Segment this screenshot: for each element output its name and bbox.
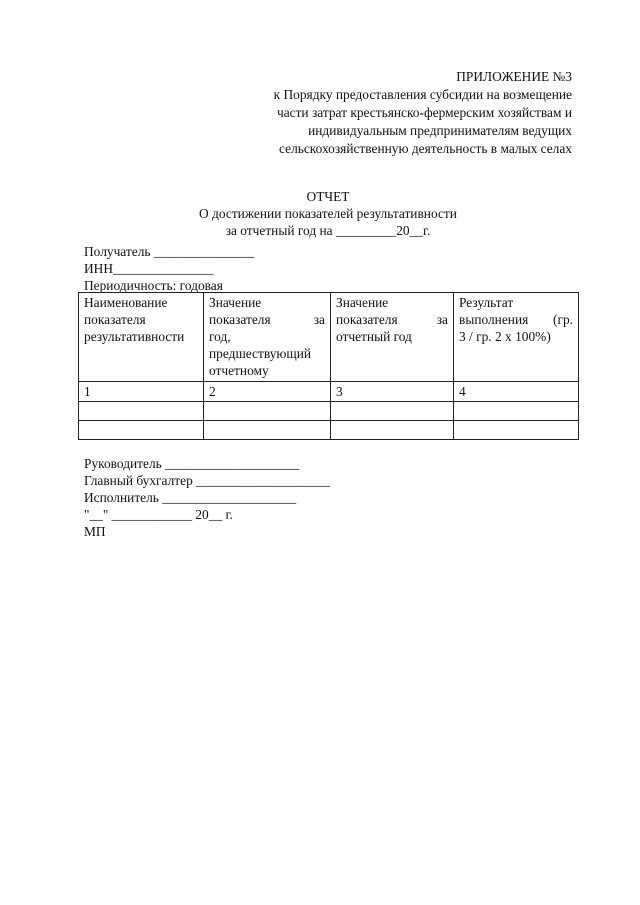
indicators-table bbox=[78, 292, 579, 440]
report-title-block bbox=[0, 188, 640, 239]
header-cell-result: Результат выполнения (гр. 3 / гр. 2 х 100%) bbox=[454, 293, 579, 382]
column-number: 2 bbox=[204, 382, 331, 402]
inn-field: ИНН_______________ bbox=[84, 261, 214, 276]
table-cell bbox=[454, 402, 579, 421]
date-line: "__" ____________ 20__ г. bbox=[84, 507, 233, 522]
header-cell-previous-year: Значение показателя за год, предшествующий отчетному bbox=[204, 293, 331, 382]
table-cell bbox=[454, 421, 579, 440]
header-word: показателя bbox=[336, 312, 398, 327]
table-cell bbox=[79, 421, 204, 440]
signature-block bbox=[84, 455, 330, 540]
table-cell bbox=[204, 402, 331, 421]
appendix-line: индивидуальным предпринимателям ведущих bbox=[308, 123, 572, 138]
column-number: 1 bbox=[79, 382, 204, 402]
report-period-line: за отчетный год на _________20__г. bbox=[225, 223, 431, 238]
table-cell bbox=[331, 421, 454, 440]
table-row bbox=[79, 421, 579, 440]
header-word: за bbox=[436, 312, 448, 327]
header-cell-reporting-year: Значение показателя за отчетный год bbox=[331, 293, 454, 382]
report-subtitle: О достижении показателей результативности bbox=[199, 206, 457, 221]
appendix-line: части затрат крестьянско-фермерским хозяйствам и bbox=[276, 105, 572, 120]
table-cell bbox=[331, 402, 454, 421]
column-number: 4 bbox=[454, 382, 579, 402]
header-word: выполнения bbox=[459, 312, 529, 327]
table-header-row bbox=[79, 293, 579, 382]
appendix-title: ПРИЛОЖЕНИЕ №3 bbox=[456, 69, 572, 84]
head-signature-line: Руководитель ____________________ bbox=[84, 456, 300, 471]
header-word: (гр. bbox=[553, 312, 573, 327]
report-title: ОТЧЕТ bbox=[306, 189, 350, 204]
header-word: за bbox=[313, 312, 325, 327]
appendix-header bbox=[274, 68, 572, 158]
table-cell bbox=[204, 421, 331, 440]
report-fields bbox=[84, 243, 254, 294]
seal-mark: МП bbox=[84, 524, 106, 539]
header-word: показателя bbox=[209, 312, 271, 327]
table-row bbox=[79, 382, 579, 402]
periodicity-field: Периодичность: годовая bbox=[84, 278, 223, 293]
column-number: 3 bbox=[331, 382, 454, 402]
appendix-line: сельскохозяйственную деятельность в малых селах bbox=[279, 141, 572, 156]
table-row bbox=[79, 402, 579, 421]
header-cell-indicator: Наименование показателя результативности bbox=[79, 293, 204, 382]
appendix-line: к Порядку предоставления субсидии на возмещение bbox=[273, 87, 572, 102]
executor-signature-line: Исполнитель ____________________ bbox=[84, 490, 297, 505]
accountant-signature-line: Главный бухгалтер ____________________ bbox=[84, 473, 331, 488]
table-cell bbox=[79, 402, 204, 421]
recipient-field: Получатель _______________ bbox=[84, 244, 255, 259]
